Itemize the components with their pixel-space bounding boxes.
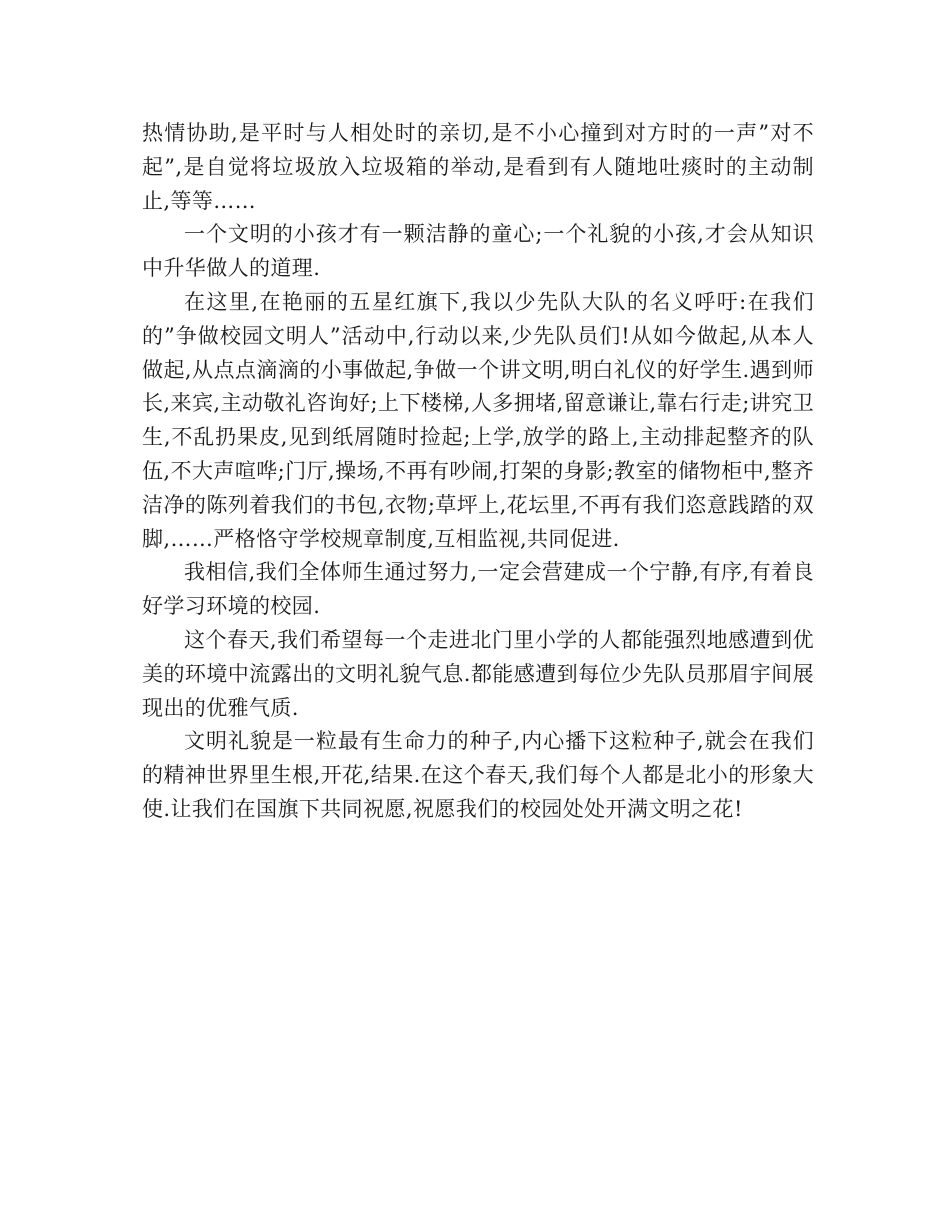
paragraph-civilized-child: 一个文明的小孩才有一颗洁静的童心;一个礼貌的小孩,才会从知识中升华做人的道理. [142,222,814,281]
paragraph-spring-hope: 这个春天,我们希望每一个走进北门里小学的人都能强烈地感遭到优美的环境中流露出的文明礼貌气息.都能感遭到每位少先队员那眉宇间展现出的优雅气质. [142,627,814,720]
paragraph-belief: 我相信,我们全体师生通过努力,一定会营建成一个宁静,有序,有着良好学习环境的校园. [142,560,814,619]
paragraph-continuation: 热情协助,是平时与人相处时的亲切,是不小心撞到对方时的一声”对不起”,是自觉将垃圾放入垃圾箱的举动,是看到有人随地吐痰时的主动制止,等等…… [142,121,814,213]
paragraph-appeal: 在这里,在艳丽的五星红旗下,我以少先队大队的名义呼吁:在我们的”争做校园文明人”活动中,行动以来,少先队员们!从如今做起,从本人做起,从点点滴滴的小事做起,争做一个讲文明,明白礼仪的好学生.遇到师长,来宾,主动敬礼咨询好;上下楼梯,人多拥堵,留意谦让,靠右行走;讲究卫生,不乱扔果皮,见到纸屑随时捡起;上学,放学的路上,主动排起整齐的队伍,不大声喧哗;门厅,操场,不再有吵闹,打架的身影;教室的储物柜中,整齐洁净的陈列着我们的书包,衣物;草坪上,花坛里,不再有我们恣意践踏的双脚,……严格恪守学校规章制度,互相监视,共同促进. [142,289,814,551]
document-body [142,117,814,827]
paragraph-conclusion: 文明礼貌是一粒最有生命力的种子,内心播下这粒种子,就会在我们的精神世界里生根,开花,结果.在这个春天,我们每个人都是北小的形象大使.让我们在国旗下共同祝愿,祝愿我们的校园处处开满文明之花! [142,729,814,821]
